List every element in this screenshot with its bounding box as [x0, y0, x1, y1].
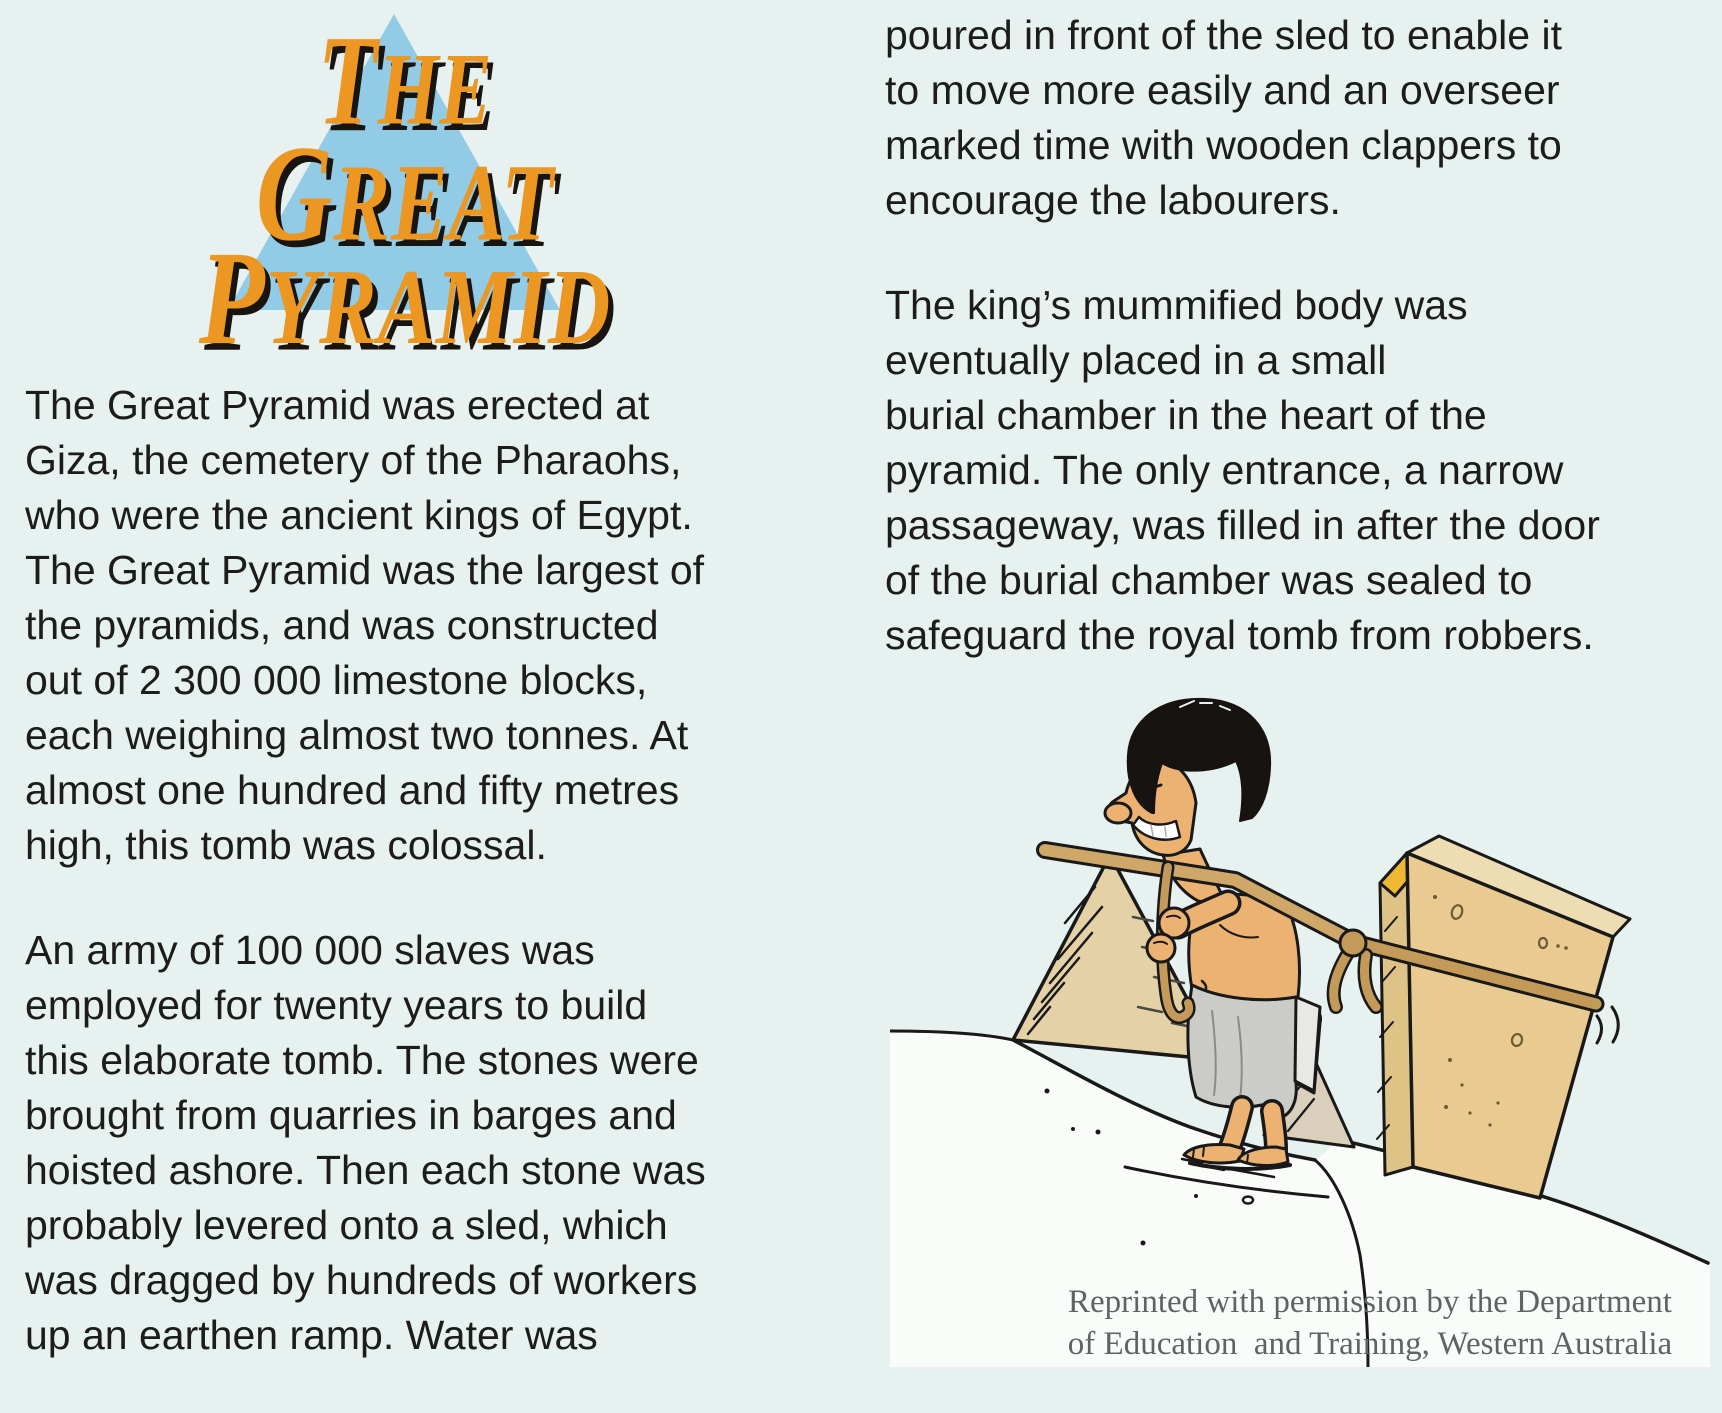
paragraph-4 — [885, 278, 1700, 663]
text-line: marked time with wooden clappers to — [885, 122, 1562, 168]
stone-block-graphic — [1377, 836, 1630, 1198]
text-line: probably levered onto a sled, which — [25, 1202, 668, 1248]
right-column — [885, 8, 1700, 713]
text-line: each weighing almost two tonnes. At — [25, 712, 689, 758]
text-line: poured in front of the sled to enable it — [885, 12, 1562, 58]
title-word-pyramid: PYRAMID — [198, 224, 612, 373]
text-line: eventually placed in a small — [885, 337, 1387, 383]
text-line: of the burial chamber was sealed to — [885, 557, 1533, 603]
text-line: was dragged by hundreds of workers — [25, 1257, 698, 1303]
title-word-great: GREAT — [255, 118, 555, 271]
text-line: passageway, was filled in after the door — [885, 502, 1600, 548]
text-line: who were the ancient kings of Egypt. — [25, 492, 693, 538]
egyptian-worker-illustration — [890, 655, 1710, 1367]
permission-caption — [1020, 1281, 1720, 1365]
text-line: employed for twenty years to build — [25, 982, 648, 1028]
text-line: The Great Pyramid was erected at — [25, 382, 650, 428]
text-line: to move more easily and an overseer — [885, 67, 1560, 113]
left-column — [25, 378, 822, 1413]
text-line: encourage the labourers. — [885, 177, 1341, 223]
text-line: up an earthen ramp. Water was — [25, 1312, 598, 1358]
caption-line-1: Reprinted with permission by the Department — [1068, 1284, 1672, 1320]
paragraph-2 — [25, 923, 822, 1363]
text-line: hoisted ashore. Then each stone was — [25, 1147, 706, 1193]
text-line: pyramid. The only entrance, a narrow — [885, 447, 1564, 493]
text-line: The Great Pyramid was the largest of — [25, 547, 705, 593]
text-line: the pyramids, and was constructed — [25, 602, 659, 648]
text-line: almost one hundred and fifty metres — [25, 767, 680, 813]
text-line: The king’s mummified body was — [885, 282, 1468, 328]
paragraph-3 — [885, 8, 1700, 228]
text-line: out of 2 300 000 limestone blocks, — [25, 657, 648, 703]
text-line: Giza, the cemetery of the Pharaohs, — [25, 437, 682, 483]
text-line: this elaborate tomb. The stones were — [25, 1037, 699, 1083]
text-line: burial chamber in the heart of the — [885, 392, 1487, 438]
text-line: An army of 100 000 slaves was — [25, 927, 595, 973]
caption-line-2: of Education and Training, Western Australia — [1067, 1326, 1673, 1362]
text-line: brought from quarries in barges and — [25, 1092, 677, 1138]
title-word-the: THE — [317, 9, 493, 152]
paragraph-1 — [25, 378, 822, 873]
text-line: high, this tomb was colossal. — [25, 822, 547, 868]
title-block — [35, 0, 775, 373]
motion-marks-graphic — [1597, 1007, 1618, 1043]
text-line: safeguard the royal tomb from robbers. — [885, 612, 1594, 658]
